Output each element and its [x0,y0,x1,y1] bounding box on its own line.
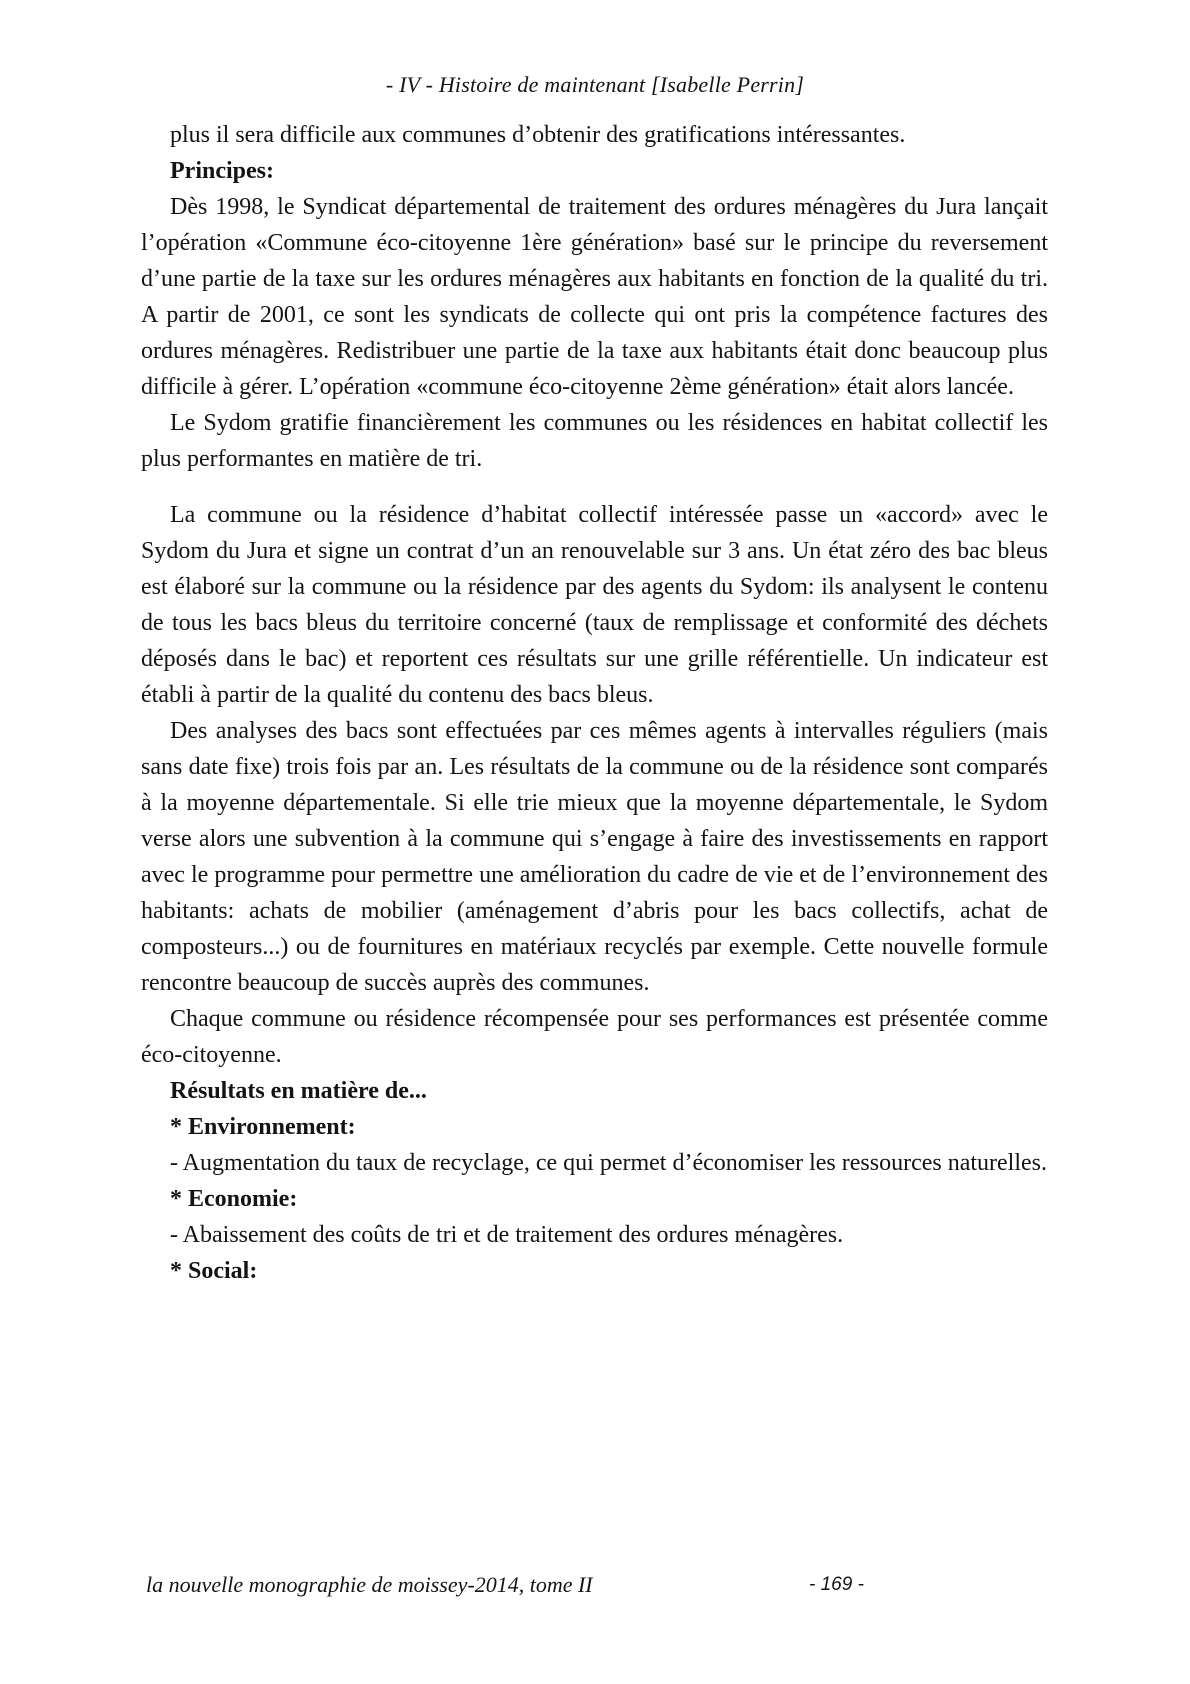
paragraph-sydom-gratifie: Le Sydom gratifie financièrement les communes ou les résidences en habitat collectif les plus performantes en matière de tri. [141,410,1048,472]
heading-resultats: Résultats en matière de... [170,1078,427,1104]
paragraph-environnement: - Augmentation du taux de recyclage, ce qui permet d’économiser les ressources naturelles. [170,1150,1048,1176]
paragraph-eco-citoyenne: Chaque commune ou résidence récompensée pour ses performances est présentée comme éco-citoyenne. [141,1006,1048,1068]
heading-social: * Social: [170,1258,258,1284]
footer-book-title: la nouvelle monographie de moissey-2014, tome II [146,1572,593,1597]
paragraph-continuation: plus il sera difficile aux communes d’obtenir des gratifications intéressantes. [170,122,906,148]
heading-environnement: * Environnement: [170,1114,356,1140]
paragraph-analyses: Des analyses des bacs sont effectuées par ces mêmes agents à intervalles réguliers (mais sans date fixe) trois fois par an. Les résultats de la commune ou de la résidence sont comparés à la moyenne départementale. Si elle trie mieux que la moyenne départementale, le Sydom verse alors une subvention à la commune qui s’engage à faire des investissements en rapport avec le programme pour permettre une amélioration du cadre de vie et de l’environnement des habitants: achats de mobilier (aménagement d’abris pour les bacs collectifs, achat de composteurs...) ou de fournitures en matériaux recyclés par exemple. Cette nouvelle formule rencontre beaucoup de succès auprès des communes. [141,718,1048,996]
paragraph-accord: La commune ou la résidence d’habitat collectif intéressée passe un «accord» avec le Sydom du Jura et signe un contrat d’un an renouvelable sur 3 ans. Un état zéro des bac bleus est élaboré sur la commune ou la résidence par des agents du Sydom: ils analysent le contenu de tous les bacs bleus du territoire concerné (taux de remplissage et conformité des déchets déposés dans le bac) et reportent ces résultats sur une grille référentielle. Un indicateur est établi à partir de la qualité du contenu des bacs bleus. [141,502,1048,708]
page-body [141,117,1048,1289]
paragraph-economie: - Abaissement des coûts de tri et de traitement des ordures ménagères. [170,1222,844,1248]
running-header: - IV - Histoire de maintenant [Isabelle Perrin] [385,72,805,97]
heading-principes: Principes: [170,158,274,184]
page-number: - 169 - [809,1574,864,1595]
heading-economie: * Economie: [170,1186,298,1212]
paragraph-history: Dès 1998, le Syndicat départemental de traitement des ordures ménagères du Jura lançait l’opération «Commune éco-citoyenne 1ère génération» basé sur le principe du reversement d’une partie de la taxe sur les ordures ménagères aux habitants en fonction de la qualité du tri. A partir de 2001, ce sont les syndicats de collecte qui ont pris la compétence factures des ordures ménagères. Redistribuer une partie de la taxe aux habitants était donc beaucoup plus difficile à gérer. L’opération «commune éco-citoyenne 2ème génération» était alors lancée. [141,194,1048,400]
